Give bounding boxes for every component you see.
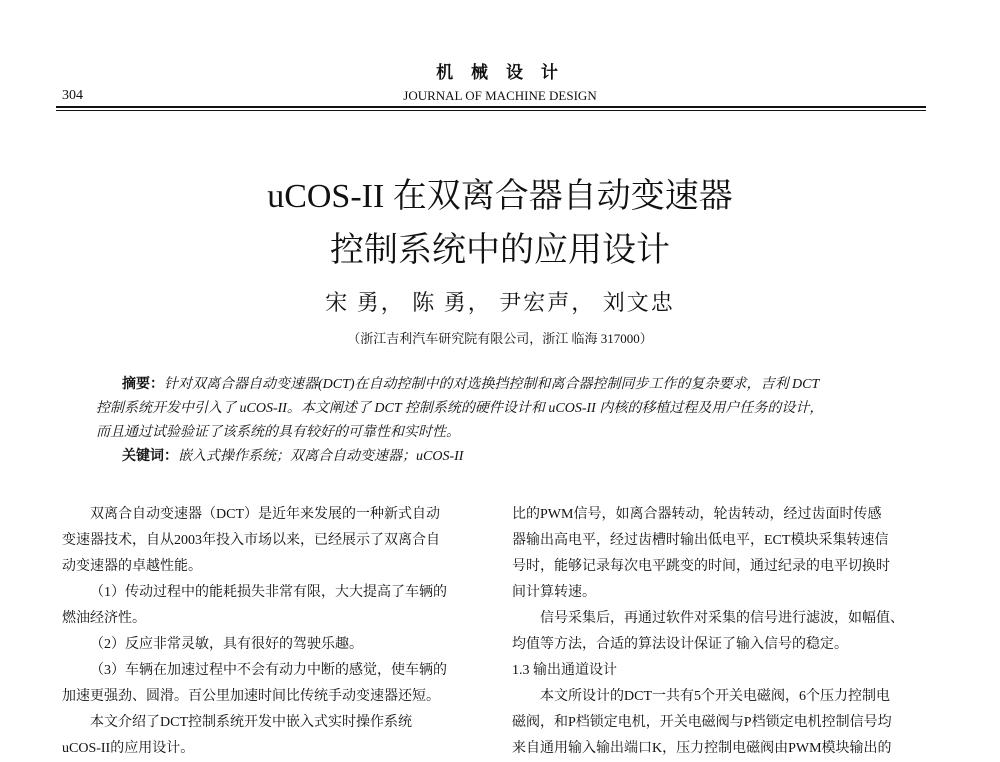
affiliation: （浙江吉利汽车研究院有限公司，浙江 临海 317000） — [347, 331, 653, 346]
body-line: 间计算转速。 — [512, 585, 596, 600]
section-heading: 1.3 输出通道设计 — [512, 663, 617, 678]
journal-name-en: JOURNAL OF MACHINE DESIGN — [403, 88, 597, 103]
body-line: 磁阀，和P档锁定电机，开关电磁阀与P档锁定电机控制信号均 — [512, 715, 892, 730]
body-line: 信号采集后，再通过软件对采集的信号进行滤波，如幅值、 — [540, 611, 904, 626]
body-line: （2）反应非常灵敏，具有很好的驾驶乐趣。 — [90, 637, 363, 652]
body-line: 本文所设计的DCT一共有5个开关电磁阀，6个压力控制电 — [540, 689, 890, 704]
abstract-label: 摘要： — [122, 377, 164, 392]
paper-title-line2: 控制系统中的应用设计 — [330, 232, 670, 269]
body-line: 动变速器的卓越性能。 — [62, 559, 202, 574]
body-line: 均值等方法，合适的算法设计保证了输入信号的稳定。 — [512, 637, 848, 652]
body-line: 燃油经济性。 — [62, 611, 146, 626]
journal-name-cn: 机 械 设 计 — [436, 63, 564, 83]
abstract-text: 针对双离合器自动变速器(DCT)在自动控制中的对选换挡控制和离合器控制同步工作的复杂要求，吉利 DCT — [164, 377, 820, 392]
body-line: 本文介绍了DCT控制系统开发中嵌入式实时操作系统 — [90, 715, 412, 730]
body-line: 变速器技术，自从2003年投入市场以来，已经展示了双离合自 — [62, 533, 440, 548]
abstract-line — [96, 374, 896, 396]
body-line: uCOS-II的应用设计。 — [62, 741, 195, 756]
body-line: 比的PWM信号，如离合器转动，轮齿转动，经过齿面时传感 — [512, 507, 882, 522]
header-rule-thick — [56, 106, 926, 108]
keywords-line — [96, 446, 896, 468]
body-line: （3）车辆在加速过程中不会有动力中断的感觉，使车辆的 — [90, 663, 447, 678]
body-line: 号时，能够记录每次电平跳变的时间，通过纪录的电平切换时 — [512, 559, 890, 574]
abstract-line: 而且通过试验验证了该系统的具有较好的可靠性和实时性。 — [96, 425, 460, 440]
page-number: 304 — [62, 88, 83, 103]
keywords-label: 关键词： — [122, 449, 178, 464]
abstract-line: 控制系统开发中引入了 uCOS-II。本文阐述了 DCT 控制系统的硬件设计和 uCOS-II 内核的移植过程及用户任务的设计， — [96, 401, 824, 416]
body-line: 加速更强劲、圆滑。百公里加速时间比传统手动变速器还短。 — [62, 689, 440, 704]
authors: 宋 勇， 陈 勇， 尹宏声， 刘文忠 — [325, 290, 675, 315]
keywords-text: 嵌入式操作系统；双离合自动变速器；uCOS-II — [178, 449, 464, 464]
paper-title-line1: uCOS-II 在双离合器自动变速器 — [267, 178, 733, 215]
body-line: 器输出高电平，经过齿槽时输出低电平，ECT模块采集转速信 — [512, 533, 889, 548]
body-line: 双离合自动变速器（DCT）是近年来发展的一种新式自动 — [90, 507, 440, 522]
body-line: （1）传动过程中的能耗损失非常有限，大大提高了车辆的 — [90, 585, 447, 600]
header-rule-thin — [56, 110, 926, 111]
body-column-left — [62, 502, 482, 762]
body-line: 来自通用输入输出端口K，压力控制电磁阀由PWM模块输出的 — [512, 741, 892, 756]
body-column-right — [512, 502, 937, 762]
